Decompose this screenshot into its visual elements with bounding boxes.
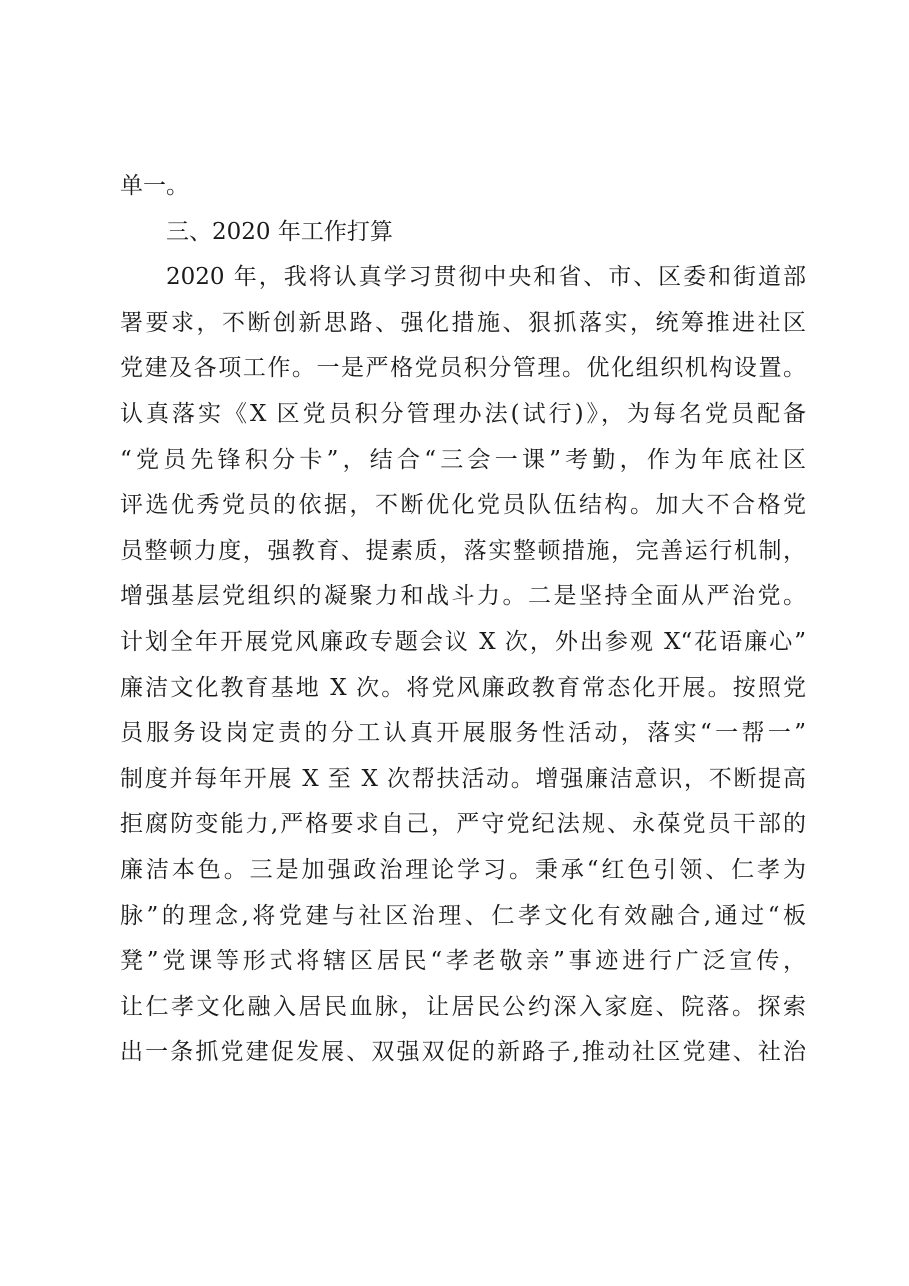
text-line: 脉”的理念,将党建与社区治理、仁孝文化有效融合,通过“板 [120,902,806,929]
text-line: “党员先锋积分卡”，结合“三会一课”考勤，作为年底社区 [120,446,806,473]
text-line: 出一条抓党建促发展、双强双促的新路子,推动社区党建、社治 [120,1039,806,1066]
text-line: 增强基层党组织的凝聚力和战斗力。二是坚持全面从严治党。 [120,583,806,610]
text-line: 署要求，不断创新思路、强化措施、狠抓落实，统筹推进社区 [120,309,806,336]
text-line: 凳”党课等形式将辖区居民“孝老敬亲”事迹进行广泛宣传， [120,948,806,975]
text-line: 2020 年，我将认真学习贯彻中央和省、市、区委和街道部 [166,264,806,291]
text-line: 党建及各项工作。一是严格党员积分管理。优化组织机构设置。 [120,355,806,382]
text-line: 评选优秀党员的依据，不断优化党员队伍结构。加大不合格党 [120,492,806,519]
text-line: 让仁孝文化融入居民血脉，让居民公约深入家庭、院落。探索 [120,993,806,1020]
text-line: 拒腐防变能力,严格要求自己，严守党纪法规、永葆党员干部的 [120,811,806,838]
text-line: 廉洁文化教育基地 X 次。将党风廉政教育常态化开展。按照党 [120,674,806,701]
text-line: 员服务设岗定责的分工认真开展服务性活动，落实“一帮一” [120,720,806,747]
text-line: 计划全年开展党风廉政专题会议 X 次，外出参观 X“花语廉心” [120,628,806,655]
text-line: 廉洁本色。三是加强政治理论学习。秉承“红色引领、仁孝为 [120,856,806,883]
body-text [120,164,806,1076]
text-line: 制度并每年开展 X 至 X 次帮扶活动。增强廉洁意识，不断提高 [120,765,806,792]
section-heading: 三、2020 年工作打算 [166,218,393,245]
text-line: 单一。 [120,173,189,199]
text-line: 认真落实《X 区党员积分管理办法(试行)》，为每名党员配备 [120,400,806,427]
text-line: 员整顿力度，强教育、提素质，落实整顿措施，完善运行机制， [120,537,806,564]
